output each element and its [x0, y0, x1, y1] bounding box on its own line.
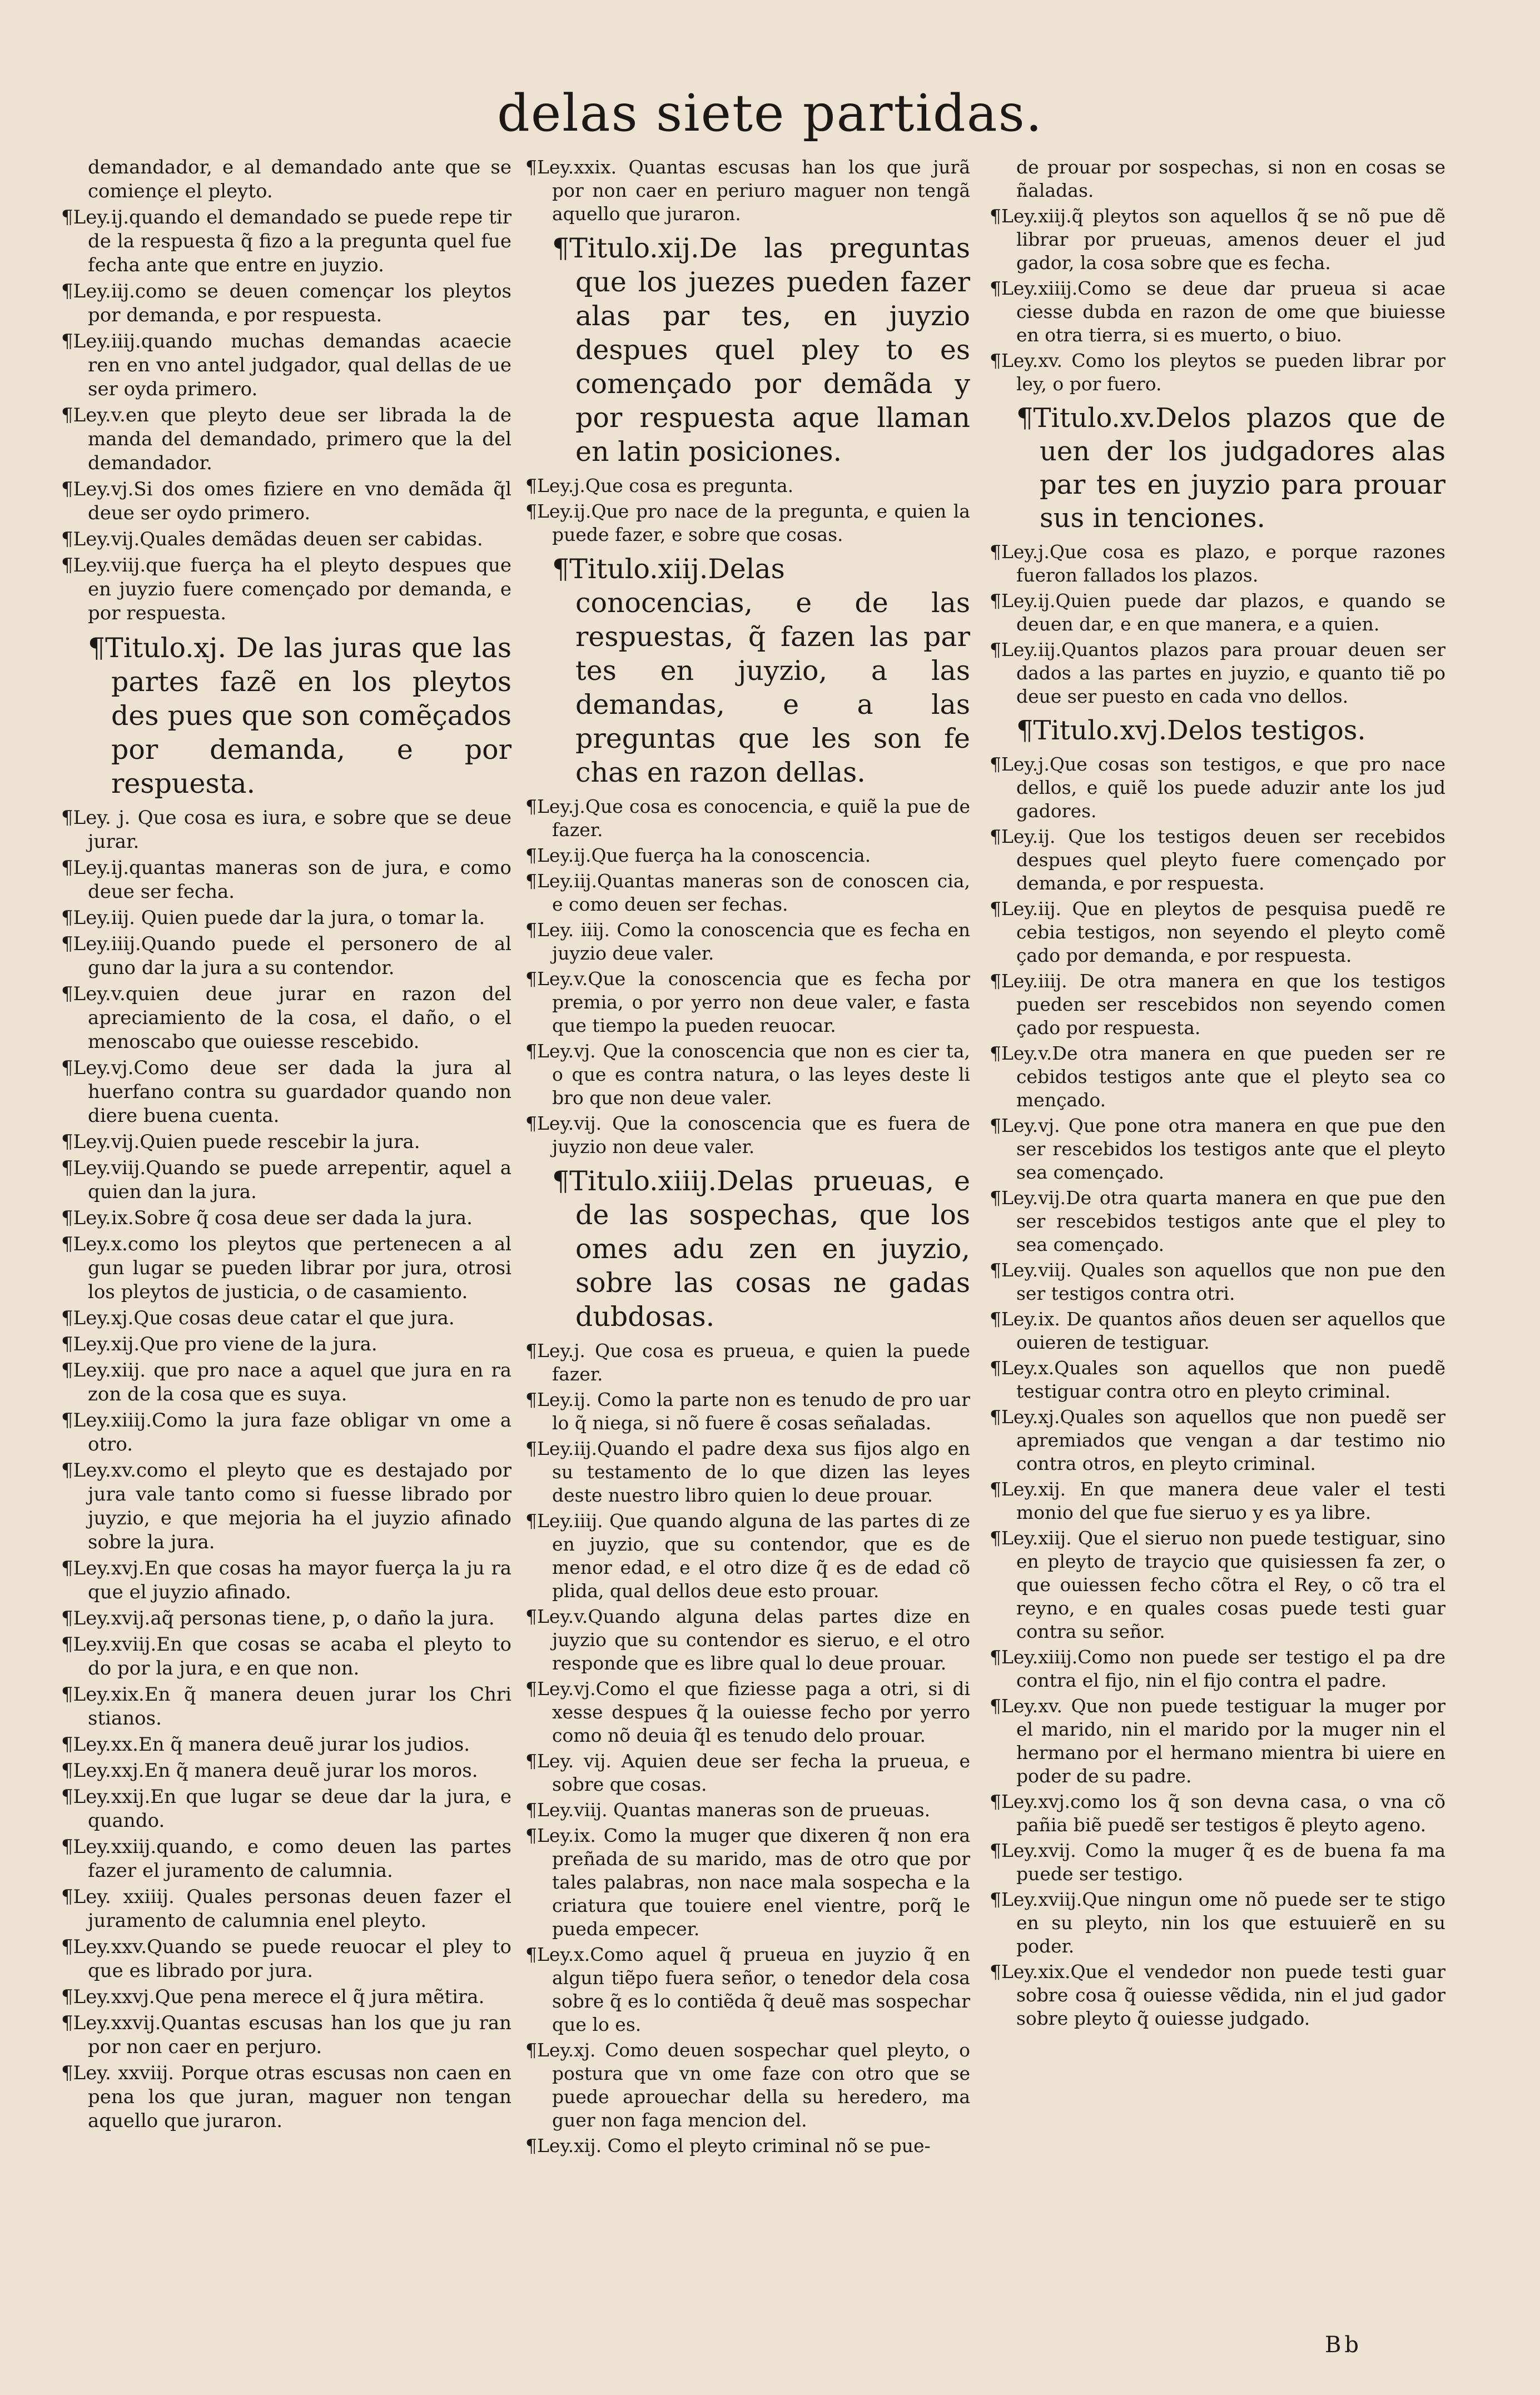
ley-entry: ¶Ley.v.Quando alguna delas partes dize en juyzio que su contendor es sieruo, e el otro responde que es libre qual lo deue prouar.	[525, 1606, 970, 1674]
ley-entry: ¶Ley.xij.Que pro viene de la jura.	[61, 1333, 377, 1355]
ley-entry: ¶Ley.iiij. De otra manera en que los testigos pueden ser rescebidos non seyendo comen çado por respuesta.	[990, 970, 1445, 1039]
titulo-heading: ¶Titulo.xvj.Delos testigos.	[1016, 715, 1366, 746]
ley-entry: ¶Ley.vj. Que pone otra manera en que pue den ser rescebidos los testigos ante que el pleyto sea començado.	[990, 1115, 1445, 1183]
ley-entry: ¶Ley. xxviij. Porque otras escusas non caen en pena los que juran, maguer non tengan aquello que juraron.	[61, 2062, 511, 2132]
ley-entry: ¶Ley.vj.Si dos omes fiziere en vno demãda q̃l deue ser oydo primero.	[61, 478, 511, 524]
ley-entry: ¶Ley.xviij.Que ningun ome nõ puede ser te stigo en su pleyto, nin los que estuuierẽ en su poder.	[990, 1889, 1445, 1957]
ley-entry: ¶Ley.j.Que cosa es pregunta.	[525, 475, 794, 496]
ley-entry: ¶Ley.v.Que la conoscencia que es fecha por premia, o por yerro non deue valer, e fasta que tiempo la pueden reuocar.	[525, 968, 970, 1036]
ley-entry: ¶Ley.j. Que cosa es prueua, e quien la puede fazer.	[525, 1340, 970, 1385]
ley-entry: ¶Ley.viij. Quales son aquellos que non pue den ser testigos contra otri.	[990, 1259, 1445, 1304]
titulo-heading: ¶Titulo.xiij.Delas conocencias, e de las respuestas, q̃ fazen las par tes en juyzio, a las demandas, e a las preguntas que les son fe chas en razon dellas.	[552, 553, 970, 788]
ley-entry: ¶Ley.xiiij.Como se deue dar prueua si acae ciesse dubda en razon de ome que biuiesse en otra tierra, si es muerto, o biuo.	[990, 277, 1445, 346]
ley-entry: ¶Ley.vij.Quales demãdas deuen ser cabidas.	[61, 528, 483, 550]
ley-entry: ¶Ley.ij. Que los testigos deuen ser recebidos despues quel pleyto fuere començado por demanda, e por respuesta.	[990, 826, 1445, 894]
ley-entry: ¶Ley.xxij.En que lugar se deue dar la jura, e quando.	[61, 1786, 511, 1832]
ley-entry: ¶Ley.viij.Quando se puede arrepentir, aquel a quien dan la jura.	[61, 1157, 511, 1203]
ley-entry: ¶Ley.xxix. Quantas escusas han los que jurã por non caer en periuro maguer non tengã aquello que juraron.	[525, 156, 970, 225]
ley-entry: ¶Ley.xxiij.quando, e como deuen las partes fazer el juramento de calumnia.	[61, 1836, 511, 1882]
ley-entry: ¶Ley.viij. Quantas maneras son de prueuas.	[525, 1799, 931, 1821]
ley-entry: ¶Ley.ix.Sobre q̃ cosa deue ser dada la jura.	[61, 1207, 473, 1229]
ley-entry: ¶Ley.j.Que cosa es plazo, e porque razones fueron fallados los plazos.	[990, 541, 1445, 586]
ley-entry: ¶Ley.xvij. Como la muger q̃ es de buena fa ma puede ser testigo.	[990, 1840, 1445, 1885]
ley-entry: ¶Ley.ij.Quien puede dar plazos, e quando se deuen dar, e en que manera, e a quien.	[990, 590, 1445, 635]
ley-entry: ¶Ley.xij. Como el pleyto criminal nõ se pue-	[525, 2135, 931, 2157]
ley-entry: ¶Ley.x.Quales son aquellos que non puedẽ testiguar contra otro en pleyto criminal.	[990, 1357, 1445, 1402]
ley-entry: demandador, e al demandado ante que se comiençe el pleyto.	[88, 156, 511, 202]
ley-entry: ¶Ley.iij. Quien puede dar la jura, o tomar la.	[61, 907, 485, 929]
ley-entry: ¶Ley.ix. De quantos años deuen ser aquellos que ouieren de testiguar.	[990, 1308, 1445, 1353]
ley-entry: ¶Ley.xxvij.Quantas escusas han los que ju ran por non caer en perjuro.	[61, 2012, 511, 2058]
titulo-heading: ¶Titulo.xij.De las preguntas que los juezes pueden fazer alas par tes, en juyzio despues quel pley to es començado por demãda y por respuesta aque llaman en latin posiciones.	[552, 232, 970, 468]
ley-entry: ¶Ley.xiiij.Como la jura faze obligar vn ome a otro.	[61, 1409, 511, 1455]
ley-entry: ¶Ley.iiij.quando muchas demandas acaecie ren en vno antel judgador, qual dellas de ue ser oyda primero.	[61, 330, 511, 400]
ley-entry: ¶Ley.xiij.q̃ pleytos son aquellos q̃ se nõ pue dẽ librar por prueuas, amenos deuer el jud gador, la cosa sobre que es fecha.	[990, 205, 1445, 274]
ley-entry: ¶Ley.xv. Que non puede testiguar la muger por el marido, nin el marido por la muger nin el hermano por el hermano mientra bi uiere en poder de su padre.	[990, 1695, 1445, 1787]
ley-entry: ¶Ley.iij. Que en pleytos de pesquisa puedẽ re cebia testigos, non seyendo el pleyto comẽ çado por demanda, e por respuesta.	[990, 898, 1445, 966]
ley-entry: ¶Ley.ij.Que pro nace de la pregunta, e quien la puede fazer, e sobre que cosas.	[525, 500, 970, 545]
ley-entry: ¶Ley.xx.En q̃ manera deuẽ jurar los judios.	[61, 1733, 470, 1756]
ley-entry: ¶Ley.xj.Que cosas deue catar el que jura.	[61, 1307, 455, 1329]
column-left	[61, 156, 511, 2135]
ley-entry: ¶Ley.xxj.En q̃ manera deuẽ jurar los moros.	[61, 1760, 478, 1782]
ley-entry: ¶Ley.viij.que fuerça ha el pleyto despues que en juyzio fuere començado por demanda, e por respuesta.	[61, 554, 511, 624]
ley-entry: ¶Ley.vj.Como deue ser dada la jura al huerfano contra su guardador quando non diere buena cuenta.	[61, 1057, 511, 1127]
ley-entry: ¶Ley.vij. Que la conoscencia que es fuera de juyzio non deue valer.	[525, 1112, 970, 1157]
ley-entry: ¶Ley.v.en que pleyto deue ser librada la de manda del demandado, primero que la del demandador.	[61, 404, 511, 474]
titulo-heading: ¶Titulo.xj. De las juras que las partes fazẽ en los pleytos des pues que son comẽçados por demanda, e por respuesta.	[88, 632, 511, 799]
ley-entry: ¶Ley.xvj.En que cosas ha mayor fuerça la ju ra que el juyzio afinado.	[61, 1557, 511, 1603]
ley-entry: ¶Ley.iij.Quantas maneras son de conoscen cia, e como deuen ser fechas.	[525, 870, 970, 915]
ley-entry: ¶Ley. iiij. Como la conoscencia que es fecha en juyzio deue valer.	[525, 919, 970, 964]
ley-entry: ¶Ley.xiij. Que el sieruo non puede testiguar, sino en pleyto de traycio que quisiessen fa zer, o que ouiessen fecho cõtra el Rey, o cõ tra el reyno, e en quales cosas puede testi guar contra su señor.	[990, 1527, 1445, 1642]
titulo-heading: ¶Titulo.xiiij.Delas prueuas, e de las sospechas, que los omes adu zen en juyzio, sobre las cosas ne gadas dubdosas.	[552, 1165, 970, 1333]
column-middle	[525, 156, 970, 2160]
signature-mark: Bb	[1325, 2332, 1362, 2358]
column-right	[990, 156, 1445, 2033]
ley-entry: ¶Ley.xiij. que pro nace a aquel que jura en ra zon de la cosa que es suya.	[61, 1359, 511, 1405]
ley-entry: ¶Ley.xix.Que el vendedor non puede testi guar sobre cosa q̃ ouiesse vẽdida, nin el jud gador sobre pleyto q̃ ouiesse judgado.	[990, 1961, 1445, 2029]
ley-entry: ¶Ley. xxiiij. Quales personas deuen fazer el juramento de calumnia enel pleyto.	[61, 1886, 511, 1932]
ley-entry: ¶Ley.x.como los pleytos que pertenecen a al gun lugar se pueden librar por jura, otrosi los pleytos de justicia, o de casamiento.	[61, 1233, 511, 1303]
ley-entry: ¶Ley.xj.Quales son aquellos que non puedẽ ser apremiados que vengan a dar testimo nio contra otros, en pleyto criminal.	[990, 1406, 1445, 1474]
ley-entry: ¶Ley.iij.Quando el padre dexa sus fijos algo en su testamento de lo que dizen las leyes deste nuestro libro quien lo deue prouar.	[525, 1438, 970, 1506]
ley-entry: ¶Ley.xvj.como los q̃ son devna casa, o vna cõ pañia biẽ puedẽ ser testigos ẽ pleyto ageno.	[990, 1791, 1445, 1836]
ley-entry: ¶Ley.vij.De otra quarta manera en que pue den ser rescebidos testigos ante que el pley to sea començado.	[990, 1187, 1445, 1255]
ley-entry: ¶Ley.ix. Como la muger que dixeren q̃ non era preñada de su marido, mas de otro que por tales palabras, non nace mala sospecha e la criatura que touiere enel vientre, porq̃ le pueda empecer.	[525, 1825, 970, 1940]
ley-entry: de prouar por sospechas, si non en cosas se ñaladas.	[1016, 156, 1445, 201]
ley-entry: ¶Ley.xiiij.Como non puede ser testigo el pa dre contra el fijo, nin el fijo contra el padre.	[990, 1646, 1445, 1691]
ley-entry: ¶Ley.vj. Que la conoscencia que non es cier ta, o que es contra natura, o las leyes deste li bro que non deue valer.	[525, 1040, 970, 1109]
ley-entry: ¶Ley.vj.Como el que fiziesse paga a otri, si di xesse despues q̃ la ouiesse fecho por yerro como nõ deuia q̃l es tenudo delo prouar.	[525, 1678, 970, 1746]
ley-entry: ¶Ley.v.De otra manera en que pueden ser re cebidos testigos ante que el pleyto sea co mençado.	[990, 1042, 1445, 1111]
ley-entry: ¶Ley.vij.Quien puede rescebir la jura.	[61, 1131, 420, 1153]
ley-entry: ¶Ley.xviij.En que cosas se acaba el pleyto to do por la jura, e en que non.	[61, 1633, 511, 1680]
ley-entry: ¶Ley.xix.En q̃ manera deuen jurar los Chri stianos.	[61, 1683, 511, 1730]
ley-entry: ¶Ley.xij. En que manera deue valer el testi monio del que fue sieruo y es ya libre.	[990, 1478, 1445, 1523]
ley-entry: ¶Ley.ij.quantas maneras son de jura, e como deue ser fecha.	[61, 857, 511, 903]
ley-entry: ¶Ley. j. Que cosa es iura, e sobre que se deue jurar.	[61, 807, 511, 853]
ley-entry: ¶Ley.iij.Quantos plazos para prouar deuen ser dados a las partes en juyzio, e quanto tiẽ po deue ser puesto en cada vno dellos.	[990, 639, 1445, 707]
ley-entry: ¶Ley.xv.como el pleyto que es destajado por jura vale tanto como si fuesse librado por juyzio, e que mejoria ha el juyzio afinado sobre la jura.	[61, 1459, 511, 1553]
ley-entry: ¶Ley. vij. Aquien deue ser fecha la prueua, e sobre que cosas.	[525, 1750, 970, 1795]
ley-entry: ¶Ley.iiij. Que quando alguna de las partes di ze en juyzio, que su contendor, que es de menor edad, e el otro dize q̃ es de edad cõ plida, qual dellos deue esto prouar.	[525, 1510, 970, 1602]
ley-entry: ¶Ley.xxvj.Que pena merece el q̃ jura mẽtira.	[61, 1986, 485, 2008]
ley-entry: ¶Ley.xvij.aq̃ personas tiene, p, o daño la jura.	[61, 1607, 495, 1629]
ley-entry: ¶Ley.ij.Que fuerça ha la conoscencia.	[525, 844, 871, 866]
ley-entry: ¶Ley.j.Que cosas son testigos, e que pro nace dellos, e quiẽ los puede aduzir ante los jud gadores.	[990, 753, 1445, 822]
ley-entry: ¶Ley.x.Como aquel q̃ prueua en juyzio q̃ en algun tiẽpo fuera señor, o tenedor dela cosa sobre q̃ es lo contiẽda q̃ deuẽ mas sospechar que lo es.	[525, 1944, 970, 2035]
ley-entry: ¶Ley.iiij.Quando puede el personero de al guno dar la jura a su contendor.	[61, 933, 511, 979]
running-header: delas siete partidas.	[496, 83, 1044, 143]
ley-entry: ¶Ley.xv. Como los pleytos se pueden librar por ley, o por fuero.	[990, 350, 1445, 395]
ley-entry: ¶Ley.iij.como se deuen començar los pleytos por demanda, e por respuesta.	[61, 280, 511, 326]
ley-entry: ¶Ley.xj. Como deuen sospechar quel pleyto, o postura que vn ome faze con otro que se puede aprouechar della su heredero, ma guer non faga mencion del.	[525, 2039, 970, 2131]
ley-entry: ¶Ley.j.Que cosa es conocencia, e quiẽ la pue de fazer.	[525, 796, 970, 841]
ley-entry: ¶Ley.ij. Como la parte non es tenudo de pro uar lo q̃ niega, si nõ fuere ẽ cosas señaladas.	[525, 1389, 970, 1434]
ley-entry: ¶Ley.v.quien deue jurar en razon del apreciamiento de la cosa, el daño, o el menoscabo que ouiesse rescebido.	[61, 983, 511, 1053]
titulo-heading: ¶Titulo.xv.Delos plazos que de uen der los judgadores alas par tes en juyzio para prouar sus in tenciones.	[1016, 403, 1445, 534]
ley-entry: ¶Ley.xxv.Quando se puede reuocar el pley to que es librado por jura.	[61, 1936, 511, 1982]
ley-entry: ¶Ley.ij.quando el demandado se puede repe tir de la respuesta q̃ fizo a la pregunta quel fue fecha ante que entre en juyzio.	[61, 206, 511, 276]
